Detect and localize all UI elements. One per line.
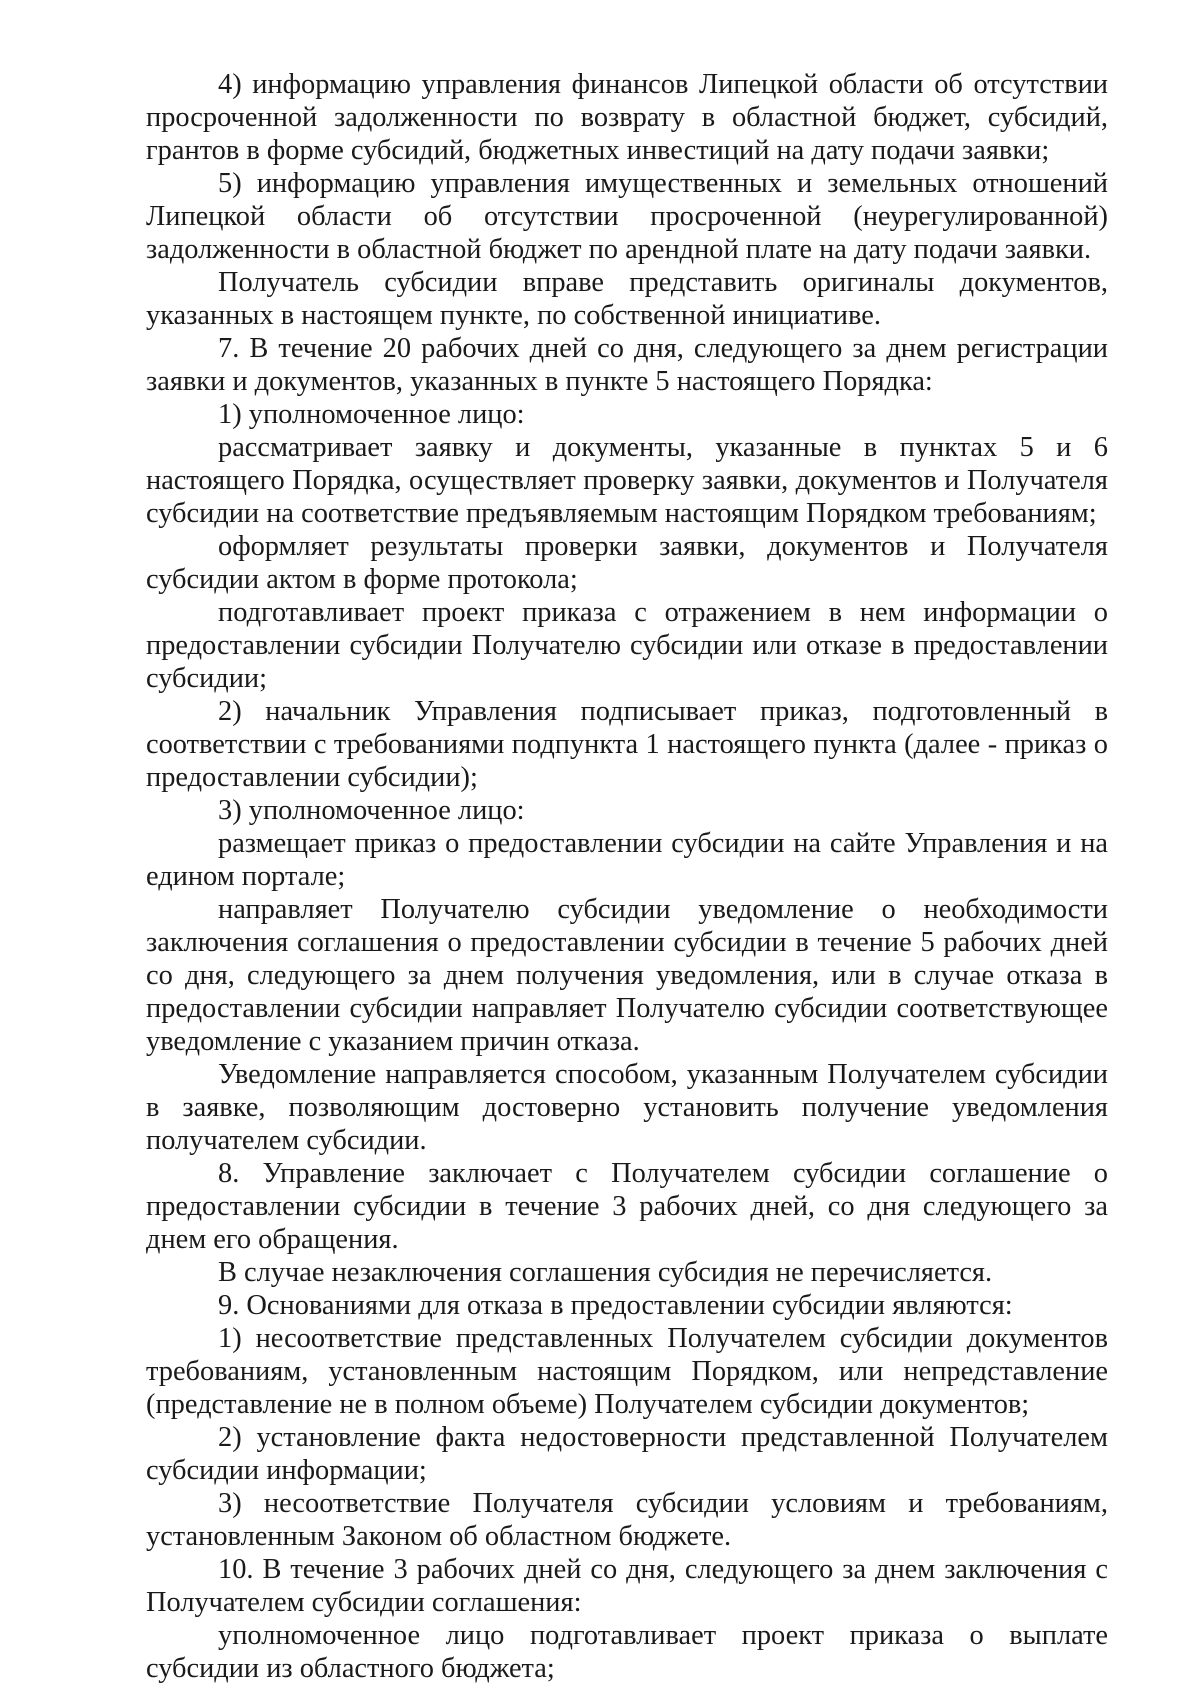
paragraph-payment-order: уполномоченное лицо подготавливает проект приказа о выплате субсидии из областного бюджета; — [146, 1620, 1108, 1684]
paragraph-draft-order: подготавливает проект приказа с отражением в нем информации о предоставлении субсидии Получателю субсидии или отказе в предоставлении субсидии; — [146, 597, 1108, 694]
paragraph-send-notice: направляет Получателю субсидии уведомление о необходимости заключения соглашения о предоставлении субсидии в течение 5 рабочих дней со дня, следующего за днем получения уведомления, или в случае отказа в предоставлении субсидии направляет Получателю субсидии соответствующее уведомление с указанием причин отказа. — [146, 894, 1108, 1057]
paragraph-protocol: оформляет результаты проверки заявки, документов и Получателя субсидии актом в форме протокола; — [146, 531, 1108, 595]
paragraph-originals-note: Получатель субсидии вправе представить оригиналы документов, указанных в настоящем пункте, по собственной инициативе. — [146, 267, 1108, 331]
paragraph-clause-9: 9. Основаниями для отказа в предоставлении субсидии являются: — [218, 1290, 1013, 1321]
paragraph-clause-7-sub-3: 3) уполномоченное лицо: — [218, 795, 525, 826]
paragraph-clause-7-sub-1: 1) уполномоченное лицо: — [218, 399, 525, 430]
paragraph-no-agreement: В случае незаключения соглашения субсидия не перечисляется. — [218, 1257, 993, 1288]
paragraph-item-4: 4) информацию управления финансов Липецкой области об отсутствии просроченной задолженности по возврату в областной бюджет, субсидий, грантов в форме субсидий, бюджетных инвестиций на дату подачи заявки; — [146, 69, 1108, 166]
paragraph-clause-9-sub-3: 3) несоответствие Получателя субсидии условиям и требованиям, установленным Законом об областном бюджете. — [146, 1488, 1108, 1552]
paragraph-clause-7-sub-2: 2) начальник Управления подписывает приказ, подготовленный в соответствии с требованиями подпункта 1 настоящего пункта (далее - приказ о предоставлении субсидии); — [146, 696, 1108, 793]
paragraph-notice-method: Уведомление направляется способом, указанным Получателем субсидии в заявке, позволяющим достоверно установить получение уведомления получателем субсидии. — [146, 1059, 1108, 1156]
paragraph-item-5: 5) информацию управления имущественных и земельных отношений Липецкой области об отсутствии просроченной (неурегулированной) задолженности в областной бюджет по арендной плате на дату подачи заявки. — [146, 168, 1108, 265]
paragraph-clause-7: 7. В течение 20 рабочих дней со дня, следующего за днем регистрации заявки и документов, указанных в пункте 5 настоящего Порядка: — [146, 333, 1108, 397]
paragraph-clause-8: 8. Управление заключает с Получателем субсидии соглашение о предоставлении субсидии в течение 3 рабочих дней, со дня следующего за днем его обращения. — [146, 1158, 1108, 1255]
document-body — [146, 68, 1108, 1685]
paragraph-publish-order: размещает приказ о предоставлении субсидии на сайте Управления и на едином портале; — [146, 828, 1108, 892]
paragraph-clause-9-sub-1: 1) несоответствие представленных Получателем субсидии документов требованиям, установленным настоящим Порядком, или непредставление (представление не в полном объеме) Получателем субсидии документов; — [146, 1323, 1108, 1420]
paragraph-review-documents: рассматривает заявку и документы, указанные в пунктах 5 и 6 настоящего Порядка, осуществляет проверку заявки, документов и Получателя субсидии на соответствие предъявляемым настоящим Порядком требованиям; — [146, 432, 1108, 529]
paragraph-clause-9-sub-2: 2) установление факта недостоверности представленной Получателем субсидии информации; — [146, 1422, 1108, 1486]
paragraph-clause-10: 10. В течение 3 рабочих дней со дня, следующего за днем заключения с Получателем субсидии соглашения: — [146, 1554, 1108, 1618]
